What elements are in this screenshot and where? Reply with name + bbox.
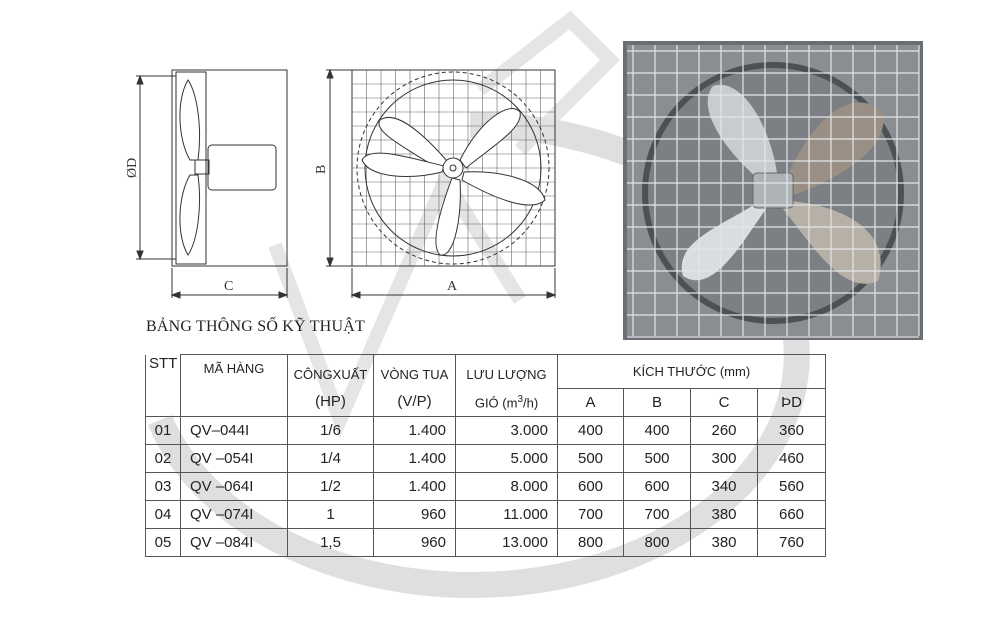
row-dim-b: 500 (624, 444, 691, 472)
row-model: QV–044I (181, 416, 288, 444)
row-model: QV –074I (181, 500, 288, 528)
spec-table (145, 354, 826, 557)
row-dim-d: 660 (758, 500, 826, 528)
width-label: A (447, 279, 458, 294)
header-model: MÃ HÀNG (181, 355, 288, 417)
table-row (146, 500, 826, 528)
header-dim-d: ÞD (758, 388, 826, 416)
row-stt: 05 (146, 528, 181, 556)
table-row (146, 472, 826, 500)
side-view (172, 70, 287, 266)
fan-technical-drawing (0, 0, 620, 310)
row-airflow: 8.000 (456, 472, 558, 500)
row-dim-c: 380 (691, 528, 758, 556)
row-dim-d: 360 (758, 416, 826, 444)
row-dim-a: 400 (558, 416, 624, 444)
header-stt: STT (146, 355, 181, 417)
diameter-label: ØD (125, 157, 140, 178)
row-airflow: 3.000 (456, 416, 558, 444)
table-row (146, 416, 826, 444)
row-dim-d: 460 (758, 444, 826, 472)
row-model: QV –054I (181, 444, 288, 472)
header-speed-unit: (V/P) (374, 388, 456, 416)
height-label: B (314, 164, 329, 174)
table-row (146, 528, 826, 556)
header-dimensions: KÍCH THƯỚC (mm) (558, 355, 826, 389)
row-stt: 04 (146, 500, 181, 528)
row-speed: 1.400 (374, 444, 456, 472)
row-dim-a: 700 (558, 500, 624, 528)
row-stt: 03 (146, 472, 181, 500)
table-row (146, 444, 826, 472)
row-stt: 01 (146, 416, 181, 444)
row-dim-c: 380 (691, 500, 758, 528)
row-dim-b: 600 (624, 472, 691, 500)
row-model: QV –084I (181, 528, 288, 556)
row-speed: 1.400 (374, 472, 456, 500)
spec-table-title: BẢNG THÔNG SỐ KỸ THUẬT (146, 318, 365, 335)
header-dim-a: A (558, 388, 624, 416)
header-dim-b: B (624, 388, 691, 416)
header-speed: VÒNG TUA (374, 355, 456, 389)
row-power: 1 (288, 500, 374, 528)
header-dim-c: C (691, 388, 758, 416)
row-dim-b: 400 (624, 416, 691, 444)
fan-product-photo (623, 41, 923, 340)
header-airflow: LƯU LƯỢNG (456, 355, 558, 389)
row-airflow: 11.000 (456, 500, 558, 528)
row-speed: 1.400 (374, 416, 456, 444)
row-dim-a: 600 (558, 472, 624, 500)
header-power-unit: (HP) (288, 388, 374, 416)
row-airflow: 13.000 (456, 528, 558, 556)
row-stt: 02 (146, 444, 181, 472)
row-dim-b: 700 (624, 500, 691, 528)
row-dim-b: 800 (624, 528, 691, 556)
row-power: 1/2 (288, 472, 374, 500)
header-power: CÔNGXUẤT (288, 355, 374, 389)
row-power: 1/4 (288, 444, 374, 472)
row-speed: 960 (374, 500, 456, 528)
height-dimension (326, 70, 352, 266)
row-model: QV –064I (181, 472, 288, 500)
row-dim-a: 800 (558, 528, 624, 556)
diameter-dimension (136, 76, 176, 259)
row-dim-c: 260 (691, 416, 758, 444)
row-power: 1/6 (288, 416, 374, 444)
header-airflow-unit: GIÓ $(m^3/h)$ (456, 388, 558, 416)
front-view (352, 70, 555, 266)
row-dim-c: 300 (691, 444, 758, 472)
row-dim-d: 760 (758, 528, 826, 556)
row-power: 1,5 (288, 528, 374, 556)
row-dim-c: 340 (691, 472, 758, 500)
row-dim-a: 500 (558, 444, 624, 472)
row-airflow: 5.000 (456, 444, 558, 472)
depth-label: C (224, 279, 234, 294)
row-dim-d: 560 (758, 472, 826, 500)
row-speed: 960 (374, 528, 456, 556)
